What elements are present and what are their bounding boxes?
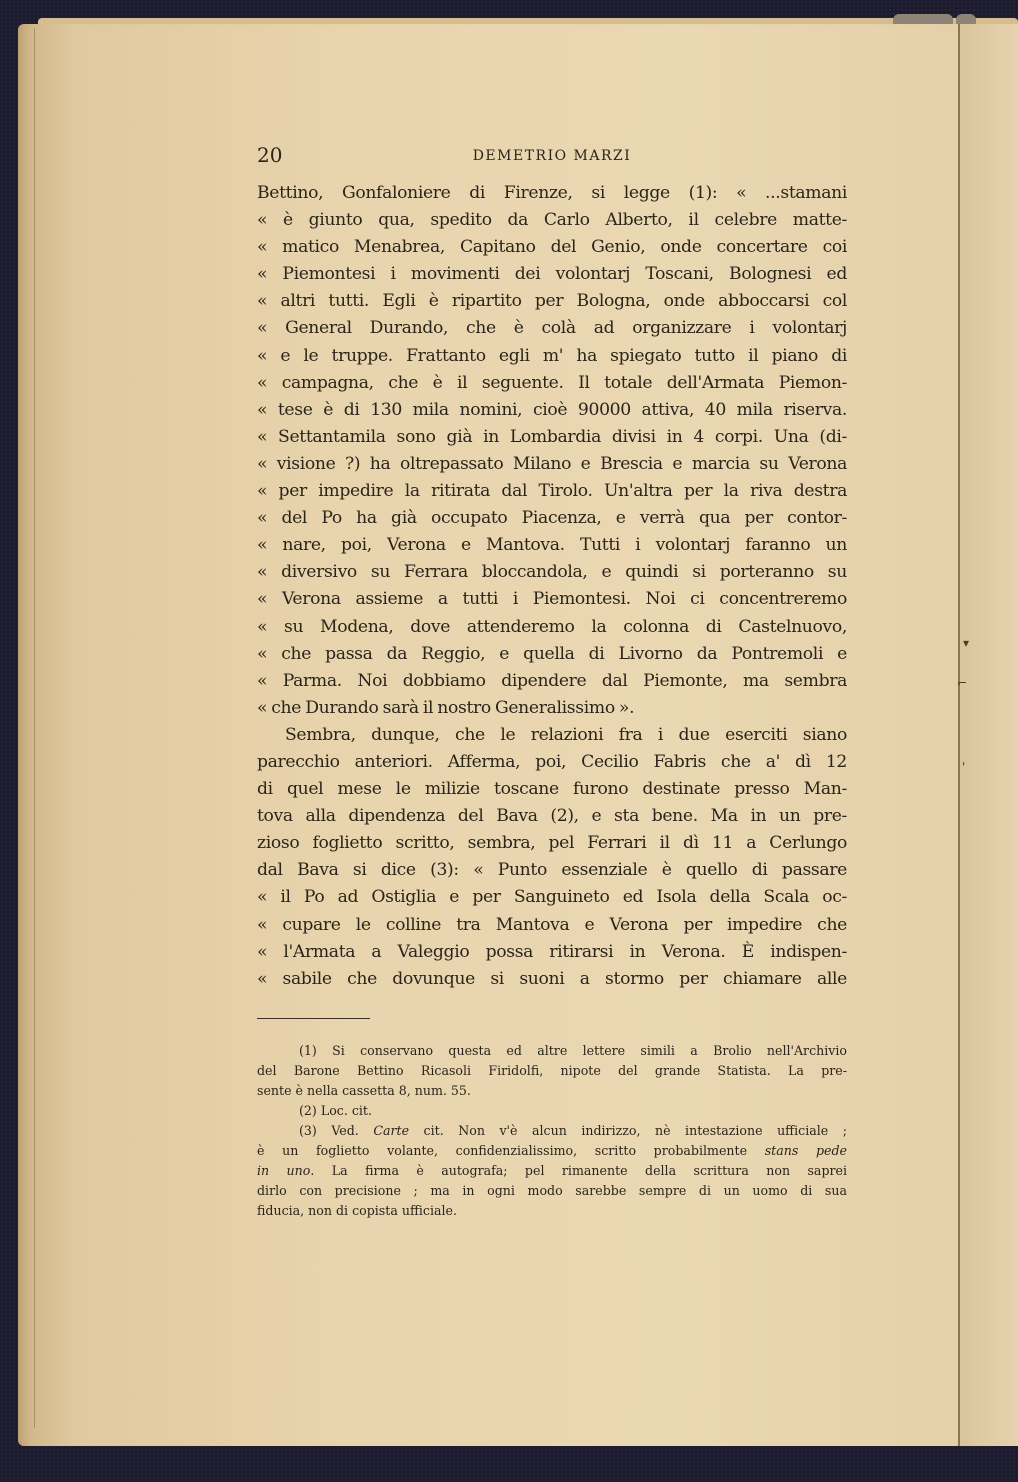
body-text [257,180,847,993]
text-line: dal Bava si dice (3): « Punto essenziale è quello di passare [257,860,847,881]
text-line: « campagna, che è il seguente. Il totale dell'Armata Piemon- [257,372,847,393]
footnote-line: sente è nella cassetta 8, num. 55. [257,1082,471,1098]
text-line: « General Durando, che è colà ad organizzare i volontarj [257,318,847,339]
text-line: « il Po ad Ostiglia e per Sanguineto ed Isola della Scala oc- [257,887,847,908]
text-line: di quel mese le milizie toscane furono destinate presso Man- [257,779,847,800]
text-line: « che Durando sarà il nostro Generalissimo ». [257,697,635,718]
text-line: « cupare le colline tra Mantova e Verona per impedire che [257,914,847,935]
footnote-line [257,1141,847,1161]
text-line: « Piemontesi i movimenti dei volontarj Toscani, Bolognesi ed [257,264,847,285]
footnote-italic-text: in uno [257,1162,311,1178]
binding-mark: ⌐ [957,676,968,690]
text-line: « tese è di 130 mila nomini, cioè 90000 attiva, 40 mila riserva. [257,399,847,420]
footnote-divider [257,1018,370,1019]
footnotes [257,1041,847,1221]
text-line: parecchio anteriori. Afferma, poi, Cecilio Fabris che a' dì 12 [257,751,847,772]
text-line: « su Modena, dove attenderemo la colonna di Castelnuovo, [257,616,847,637]
adjacent-page-edge [958,24,1018,1446]
footnote-text: cit. Non v'è alcun indirizzo, nè intestazione ufficiale ; [409,1122,847,1138]
footnote-line: (2) Loc. cit. [299,1102,372,1118]
text-line: « e le truppe. Frattanto egli m' ha spiegato tutto il piano di [257,345,847,366]
text-line: « matico Menabrea, Capitano del Genio, onde concertare coi [257,237,847,258]
footnote-italic-text: Carte [373,1122,410,1138]
footnote-line: dirlo con precisione ; ma in ogni modo sarebbe sempre di un uomo di sua [257,1182,847,1198]
paragraph-start-line: Sembra, dunque, che le relazioni fra i due eserciti siano [285,724,847,745]
binding-mark: ' [962,760,966,774]
footnote-line [257,1161,847,1181]
text-line: « l'Armata a Valeggio possa ritirarsi in Verona. È indispen- [257,941,847,962]
footnote-3 [257,1121,847,1221]
running-head [257,140,847,180]
footnote-line: (1) Si conservano questa ed altre lettere simili a Brolio nell'Archivio [299,1042,847,1058]
footnote-line: fiducia, non di copista ufficiale. [257,1202,457,1218]
footnote-1 [257,1041,847,1101]
text-line: « del Po ha già occupato Piacenza, e verrà qua per contor- [257,508,847,529]
text-line: tova alla dipendenza del Bava (2), e sta bene. Ma in un pre- [257,806,847,827]
text-line: Bettino, Gonfaloniere di Firenze, si legge (1): « ...stamani [257,183,847,203]
footnote-italic-text: stans pede [764,1142,848,1158]
footnote-text: . La firma è autografa; pel rimanente della scrittura non saprei [310,1162,848,1178]
page-edge-line [34,28,35,1428]
footnote-text: è un foglietto volante, confidenzialissimo, scritto probabilmente [257,1142,765,1158]
text-line: « visione ?) ha oltrepassato Milano e Brescia e marcia su Verona [257,453,847,474]
footnote-2 [257,1101,847,1121]
text-line: « Settantamila sono già in Lombardia divisi in 4 corpi. Una (di- [257,426,847,447]
text-line: zioso foglietto scritto, sembra, pel Ferrari il dì 11 a Cerlungo [257,833,847,854]
text-line: « nare, poi, Verona e Mantova. Tutti i volontarj faranno un [257,535,847,556]
footnote-text: (3) Ved. [299,1122,374,1138]
text-line: « sabile che dovunque si suoni a stormo per chiamare alle [257,968,847,989]
text-line: « altri tutti. Egli è ripartito per Bologna, onde abboccarsi col [257,291,847,312]
page-content [257,140,847,1221]
page-number: 20 [257,143,283,167]
text-line: « è giunto qua, spedito da Carlo Alberto, il celebre matte- [257,210,847,231]
footnote-line [257,1121,847,1141]
text-line: « Verona assieme a tutti i Piemontesi. Noi ci concentreremo [257,589,847,610]
running-title: DEMETRIO MARZI [472,148,632,164]
text-line: « per impedire la ritirata dal Tirolo. Un'altra per la riva destra [257,481,847,502]
text-line: « che passa da Reggio, e quella di Livorno da Pontremoli e [257,643,847,664]
text-line: « Parma. Noi dobbiamo dipendere dal Piemonte, ma sembra [257,670,847,691]
footnote-line: del Barone Bettino Ricasoli Firidolfi, nipote del grande Statista. La pre- [257,1062,847,1078]
binding-mark: ▾ [963,636,970,650]
text-line: « diversivo su Ferrara bloccandola, e quindi si porteranno su [257,562,847,583]
